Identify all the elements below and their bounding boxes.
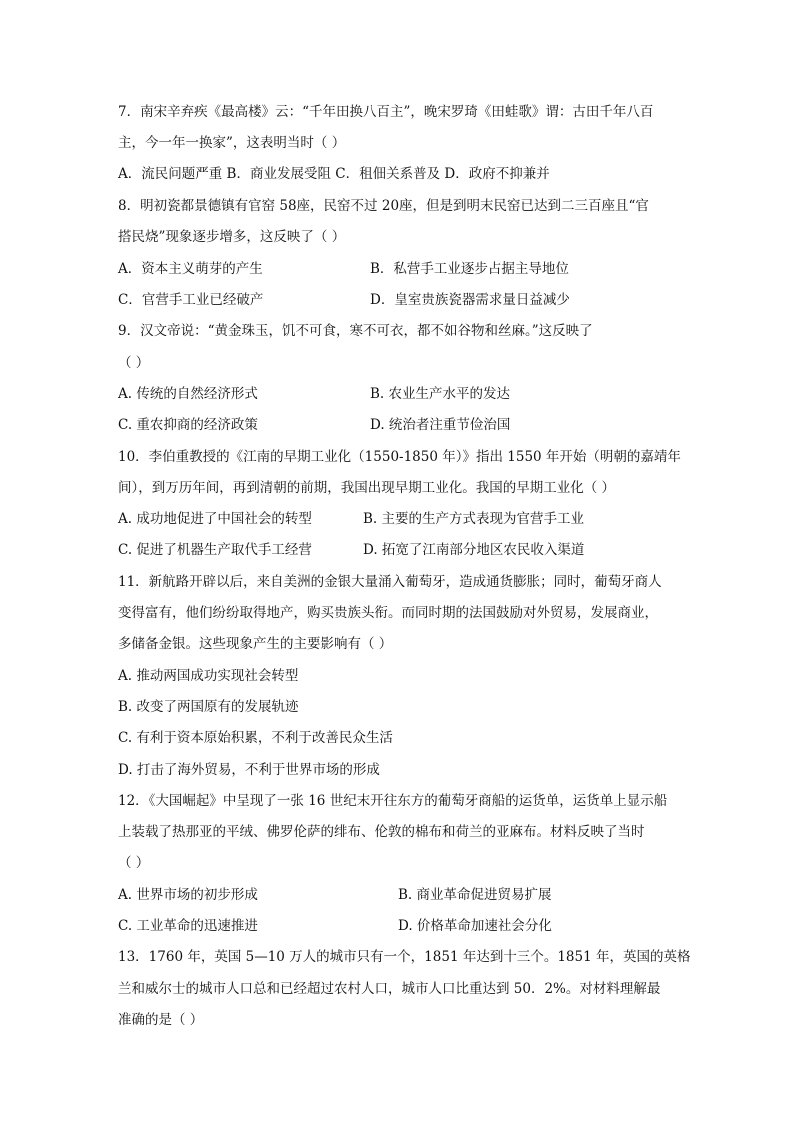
question-11-option-b: B. 改变了两国原有的发展轨迹 bbox=[118, 699, 299, 715]
question-9-line-1: 9．汉文帝说：“黄金珠玉，饥不可食，寒不可衣，都不如谷物和丝麻。”这反映了 bbox=[118, 323, 593, 339]
question-8-option-d: D．皇室贵族瓷器需求量日益减少 bbox=[370, 292, 570, 308]
question-12-option-c: C. 工业革命的迅速推进 bbox=[118, 918, 258, 934]
question-12-line-2: 上装载了热那亚的平绒、佛罗伦萨的绯布、伦敦的棉布和荷兰的亚麻布。材料反映了当时 bbox=[118, 824, 645, 840]
question-12-line-3: （ ） bbox=[118, 855, 150, 871]
question-12-option-a: A. 世界市场的初步形成 bbox=[118, 887, 258, 903]
question-12-line-1: 12．《大国崛起》中呈现了一张 16 世纪末开往东方的葡萄牙商船的运货单，运货单上显示船 bbox=[118, 793, 668, 809]
question-9-option-b: B. 农业生产水平的发达 bbox=[370, 386, 511, 402]
question-10-option-c: C. 促进了机器生产取代手工经营 bbox=[118, 542, 312, 558]
question-8-line-1: 8．明初瓷都景德镇有官窑 58座，民窑不过 20座，但是到明末民窑已达到二三百座且“官 bbox=[118, 198, 649, 214]
question-11-option-d: D. 打击了海外贸易，不利于世界市场的形成 bbox=[118, 762, 380, 778]
question-11-line-2: 变得富有，他们纷纷取得地产，购买贵族头衔。而同时期的法国鼓励对外贸易，发展商业， bbox=[118, 605, 658, 621]
question-10-line-1: 10．李伯重教授的《江南的早期工业化（1550-1850 年）》指出 1550 年开始（明朝的嘉靖年 bbox=[118, 449, 681, 465]
question-7-options: A．流民问题严重 B．商业发展受阻 C．租佃关系普及 D．政府不抑兼并 bbox=[118, 166, 550, 182]
question-8-option-b: B．私营手工业逐步占据主导地位 bbox=[370, 261, 569, 277]
question-11-option-c: C. 有利于资本原始积累，不利于改善民众生活 bbox=[118, 730, 393, 746]
question-9-option-d: D. 统治者注重节俭治国 bbox=[370, 417, 511, 433]
question-9-line-2: （ ） bbox=[118, 355, 150, 371]
question-8-option-c: C．官营手工业已经破产 bbox=[118, 292, 264, 308]
question-8-line-2: 搭民烧”现象逐步增多，这反映了（ ） bbox=[118, 229, 346, 245]
question-10-option-a: A. 成功地促进了中国社会的转型 bbox=[118, 511, 312, 527]
question-10-line-2: 间），到万历年间，再到清朝的前期，我国出现早期工业化。我国的早期工业化（ ） bbox=[118, 480, 616, 496]
question-13-line-2: 兰和威尔士的城市人口总和已经超过农村人口，城市人口比重达到 50．2%。对材料理解最 bbox=[118, 981, 661, 997]
question-8-option-a: A．资本主义萌芽的产生 bbox=[118, 261, 263, 277]
question-11-option-a: A. 推动两国成功实现社会转型 bbox=[118, 668, 299, 684]
question-9-option-c: C. 重农抑商的经济政策 bbox=[118, 417, 258, 433]
question-9-option-a: A. 传统的自然经济形式 bbox=[118, 386, 258, 402]
question-11-line-1: 11．新航路开辟以后，来自美洲的金银大量涌入葡萄牙，造成通货膨胀；同时，葡萄牙商人 bbox=[118, 574, 662, 590]
question-10-option-d: D. 拓宽了江南部分地区农民收入渠道 bbox=[363, 542, 585, 558]
question-12-option-b: B. 商业革命促进贸易扩展 bbox=[398, 887, 552, 903]
question-7-line-2: 主，今一年一换家”，这表明当时（ ） bbox=[118, 135, 346, 151]
question-10-option-b: B. 主要的生产方式表现为官营手工业 bbox=[363, 511, 585, 527]
question-12-option-d: D. 价格革命加速社会分化 bbox=[398, 918, 552, 934]
question-11-line-3: 多储备金银。这些现象产生的主要影响有（ ） bbox=[118, 636, 393, 652]
question-13-line-3: 准确的是（ ） bbox=[118, 1012, 204, 1028]
question-13-line-1: 13．1760 年，英国 5—10 万人的城市只有一个，1851 年达到十三个。1851 年，英国的英格 bbox=[118, 949, 691, 965]
question-7-line-1: 7．南宋辛弃疾《最高楼》云：“千年田换八百主”，晚宋罗琦《田蛙歌》谓：古田千年八百 bbox=[118, 104, 654, 120]
